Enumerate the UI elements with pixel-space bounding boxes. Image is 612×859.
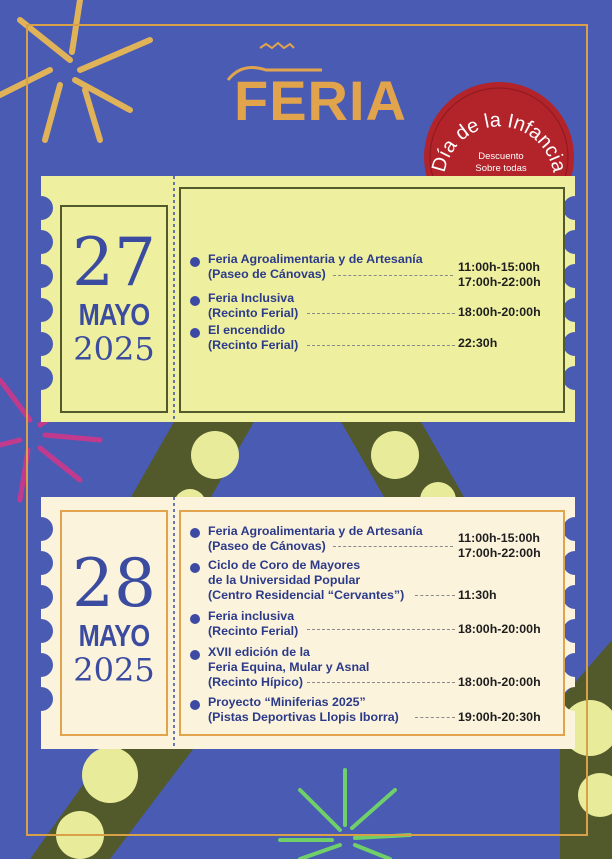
event-time: 18:00h-20:00h (458, 305, 541, 319)
event-place: (Paseo de Cánovas) (208, 267, 326, 281)
event-time: 19:00h-20:30h (458, 710, 541, 724)
poster-title: FERIA (234, 69, 407, 132)
badge-arc-title: Día de la Infancia (427, 109, 571, 175)
ticket-day-28 (33, 497, 583, 749)
day-number: 28 (72, 545, 156, 622)
bullet (190, 700, 200, 710)
event-place: (Pistas Deportivas Llopis Iborra) (208, 710, 399, 724)
date-block-28 (59, 545, 169, 689)
badge-line2: Sobre todas (475, 163, 527, 174)
event-name: Ciclo de Coro de Mayores (208, 558, 361, 572)
event-name: Feria Agroalimentaria y de Artesanía (208, 252, 423, 266)
event-name: Feria inclusiva (208, 609, 295, 623)
leader-line (307, 345, 455, 346)
firework-top-left (0, 0, 150, 140)
leader-line (307, 313, 455, 314)
badge-line1: Descuento (478, 151, 524, 162)
year-label: 2025 (73, 651, 155, 689)
leader-line (415, 595, 455, 596)
event-place: (Recinto Hípico) (208, 675, 303, 689)
event-name: Feria Inclusiva (208, 291, 295, 305)
event-name: Proyecto “Miniferias 2025” (208, 695, 366, 709)
event-time: 17:00h-22:00h (458, 546, 541, 560)
bullet (190, 296, 200, 306)
event-name: El encendido (208, 323, 286, 337)
event-time: 18:00h-20:00h (458, 622, 541, 636)
month-label: MAYO (78, 618, 150, 653)
leader-line (307, 629, 455, 630)
bullet (190, 257, 200, 267)
bullet (190, 650, 200, 660)
leader-line (333, 275, 453, 276)
bullet (190, 328, 200, 338)
bullet (190, 563, 200, 573)
event-name: Feria Agroalimentaria y de Artesanía (208, 524, 423, 538)
bullet (190, 528, 200, 538)
month-label: MAYO (78, 297, 150, 332)
event-time: 11:00h-15:00h (458, 531, 540, 545)
event-place: (Recinto Ferial) (208, 306, 299, 320)
event-time: 18:00h-20:00h (458, 675, 541, 689)
event-name: XVII edición de la (208, 645, 310, 659)
date-block-27 (59, 224, 169, 368)
event-place: (Recinto Ferial) (208, 338, 299, 352)
ticket-day-27 (33, 176, 583, 422)
event-time: 22:30h (458, 336, 498, 350)
title-block (222, 40, 407, 140)
day-number: 27 (72, 224, 156, 301)
event-time: 17:00h-22:00h (458, 275, 541, 289)
firework-bottom (280, 770, 410, 859)
event-time: 11:30h (458, 588, 497, 602)
bullet (190, 614, 200, 624)
leader-line (307, 682, 455, 683)
leader-line (333, 546, 453, 547)
event-name-2: de la Universidad Popular (208, 573, 361, 587)
event-place: (Centro Residencial “Cervantes”) (208, 588, 405, 602)
year-label: 2025 (73, 330, 155, 368)
event-place: (Paseo de Cánovas) (208, 539, 326, 553)
event-place: (Recinto Ferial) (208, 624, 299, 638)
leader-line (415, 717, 455, 718)
event-time: 11:00h-15:00h (458, 260, 540, 274)
event-name-2: Feria Equina, Mular y Asnal (208, 660, 370, 674)
